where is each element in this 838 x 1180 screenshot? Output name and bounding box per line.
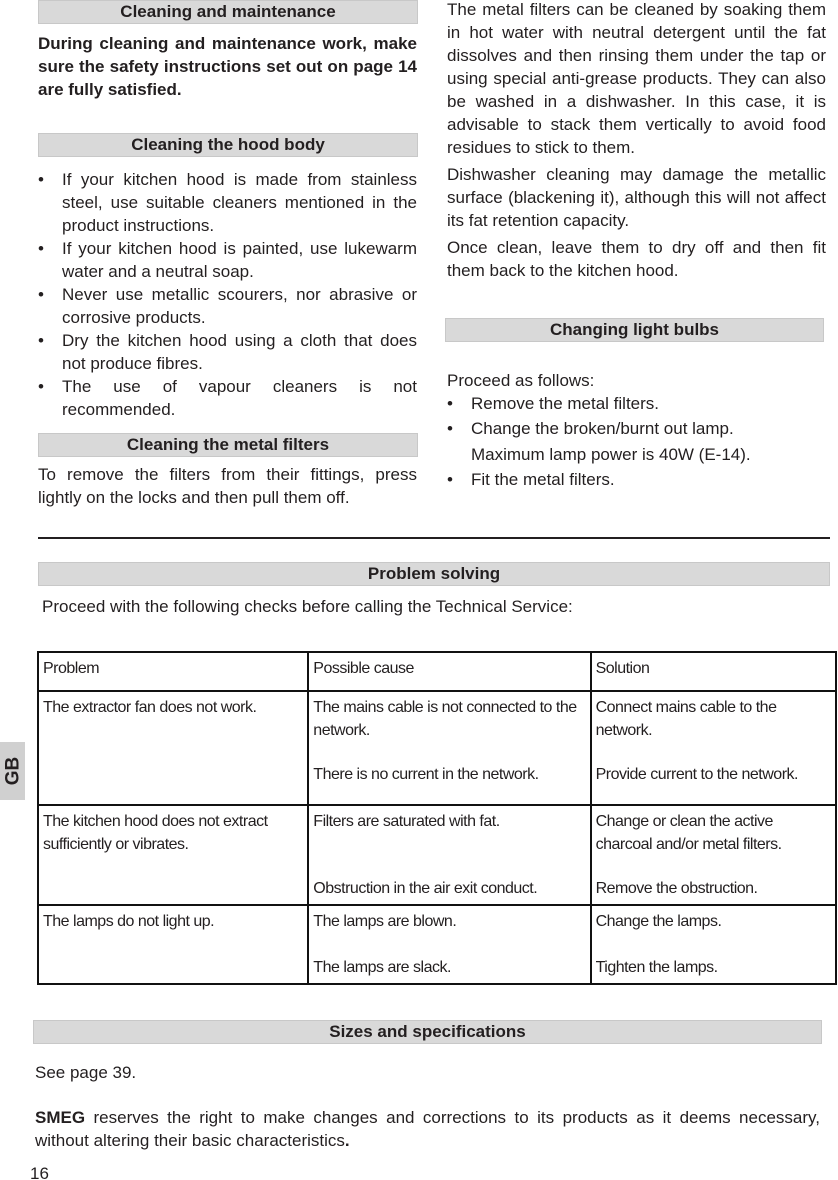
- text: The use of vapour cleaners is not recommended.: [62, 377, 417, 419]
- text: •: [447, 419, 453, 438]
- text: GB: [2, 756, 23, 786]
- table-header-row: [38, 652, 836, 691]
- text: Proceed as follows:: [447, 371, 595, 390]
- divider: [38, 537, 830, 539]
- text: Obstruction in the air exit conduct.: [313, 880, 538, 897]
- table-cell: The kitchen hood does not extract sufficiently or vibrates.: [38, 805, 308, 905]
- text: Filters are saturated with fat.: [313, 813, 500, 830]
- header-cell: Possible cause: [308, 652, 590, 691]
- text: Never use metallic scourers, nor abrasive or corrosive products.: [62, 285, 417, 327]
- disclaimer: [35, 1106, 820, 1152]
- text: Dishwasher cleaning may damage the metallic surface (blackening it), although this will not affect its fat retention capacity.: [447, 165, 826, 230]
- section-heading-sizes: Sizes and specifications: [33, 1020, 822, 1044]
- text: The lamps are slack.: [313, 959, 451, 976]
- text: •: [38, 170, 44, 189]
- header-cell: Solution: [591, 652, 836, 691]
- text: Remove the obstruction.: [595, 880, 758, 897]
- list-item: [38, 283, 417, 329]
- text: •: [447, 470, 453, 489]
- hood-body-list: [38, 168, 417, 421]
- text: The metal filters can be cleaned by soaking them in hot water with neutral detergent until the fat dissolves and then rinsing them under the tap or using special anti-grease products. They can also be washed in a dishwasher. In this case, it is advisable to stack them vertically to avoid food residues to stick to them.: [447, 0, 826, 157]
- text: There is no current in the network.: [313, 766, 539, 783]
- table-cell: [591, 691, 836, 805]
- table-cell: [591, 805, 836, 905]
- safety-warning: During cleaning and maintenance work, make sure the safety instructions set out on page 14 are fully satisfied.: [38, 34, 417, 99]
- list-item: [38, 168, 417, 237]
- text: Connect mains cable to the network.: [595, 699, 777, 739]
- text: •: [447, 394, 453, 413]
- list-item: [447, 468, 826, 491]
- text: •: [38, 331, 44, 350]
- header-cell: Problem: [38, 652, 308, 691]
- section-heading-light-bulbs: Changing light bulbs: [445, 318, 824, 342]
- troubleshooting-table: [37, 651, 837, 985]
- text: Remove the metal filters.: [471, 394, 660, 413]
- text: Provide current to the network.: [595, 766, 798, 783]
- table-cell: The extractor fan does not work.: [38, 691, 308, 805]
- table-cell: [308, 905, 590, 984]
- filters-removal-text: To remove the filters from their fittings, press lightly on the locks and then pull them off.: [38, 465, 417, 507]
- section-heading-cleaning-maintenance: Cleaning and maintenance: [38, 0, 418, 24]
- section-heading-hood-body: Cleaning the hood body: [38, 133, 418, 157]
- text: •: [38, 377, 44, 396]
- section-heading-metal-filters: Cleaning the metal filters: [38, 433, 418, 457]
- text: SMEG: [35, 1108, 86, 1127]
- language-tab: [0, 742, 25, 800]
- table-cell: [591, 905, 836, 984]
- text: Dry the kitchen hood using a cloth that does not produce fibres.: [62, 331, 417, 373]
- list-item: [38, 237, 417, 283]
- filters-cleaning-text: [447, 0, 826, 282]
- text: •: [38, 285, 44, 304]
- text: Fit the metal filters.: [471, 470, 615, 489]
- text: Change the broken/burnt out lamp.: [471, 419, 734, 438]
- text: The lamps are blown.: [313, 913, 457, 930]
- text: The mains cable is not connected to the network.: [313, 699, 577, 739]
- list-item: [38, 329, 417, 375]
- table-row: [38, 805, 836, 905]
- text: If your kitchen hood is made from stainless steel, use suitable cleaners mentioned in the product instructions.: [62, 170, 417, 235]
- text: Change or clean the active charcoal and/or metal filters.: [595, 813, 782, 853]
- text: [38, 652, 836, 984]
- text: .: [344, 1131, 350, 1150]
- problem-intro: Proceed with the following checks before calling the Technical Service:: [42, 597, 573, 616]
- light-bulbs-steps: [447, 369, 826, 491]
- table-cell: [308, 691, 590, 805]
- text: Change the lamps.: [595, 913, 722, 930]
- text: Maximum lamp power is 40W (E-14).: [471, 445, 751, 464]
- list-item: [447, 392, 826, 415]
- section-heading-problem-solving: Problem solving: [38, 562, 830, 586]
- text: Once clean, leave them to dry off and then fit them back to the kitchen hood.: [447, 238, 826, 280]
- page-number: 16: [30, 1164, 49, 1180]
- table-row: [38, 905, 836, 984]
- table-cell: [308, 805, 590, 905]
- list-item: [38, 375, 417, 421]
- table-cell: The lamps do not light up.: [38, 905, 308, 984]
- text: •: [38, 239, 44, 258]
- sizes-reference: See page 39.: [35, 1063, 137, 1082]
- text: reserves the right to make changes and corrections to its products as it deems necessary, without altering their basic characteristics: [35, 1108, 820, 1150]
- text: If your kitchen hood is painted, use lukewarm water and a neutral soap.: [62, 239, 417, 281]
- text: Tighten the lamps.: [595, 959, 718, 976]
- list-item: [447, 417, 826, 466]
- table-row: [38, 691, 836, 805]
- text: [447, 392, 826, 491]
